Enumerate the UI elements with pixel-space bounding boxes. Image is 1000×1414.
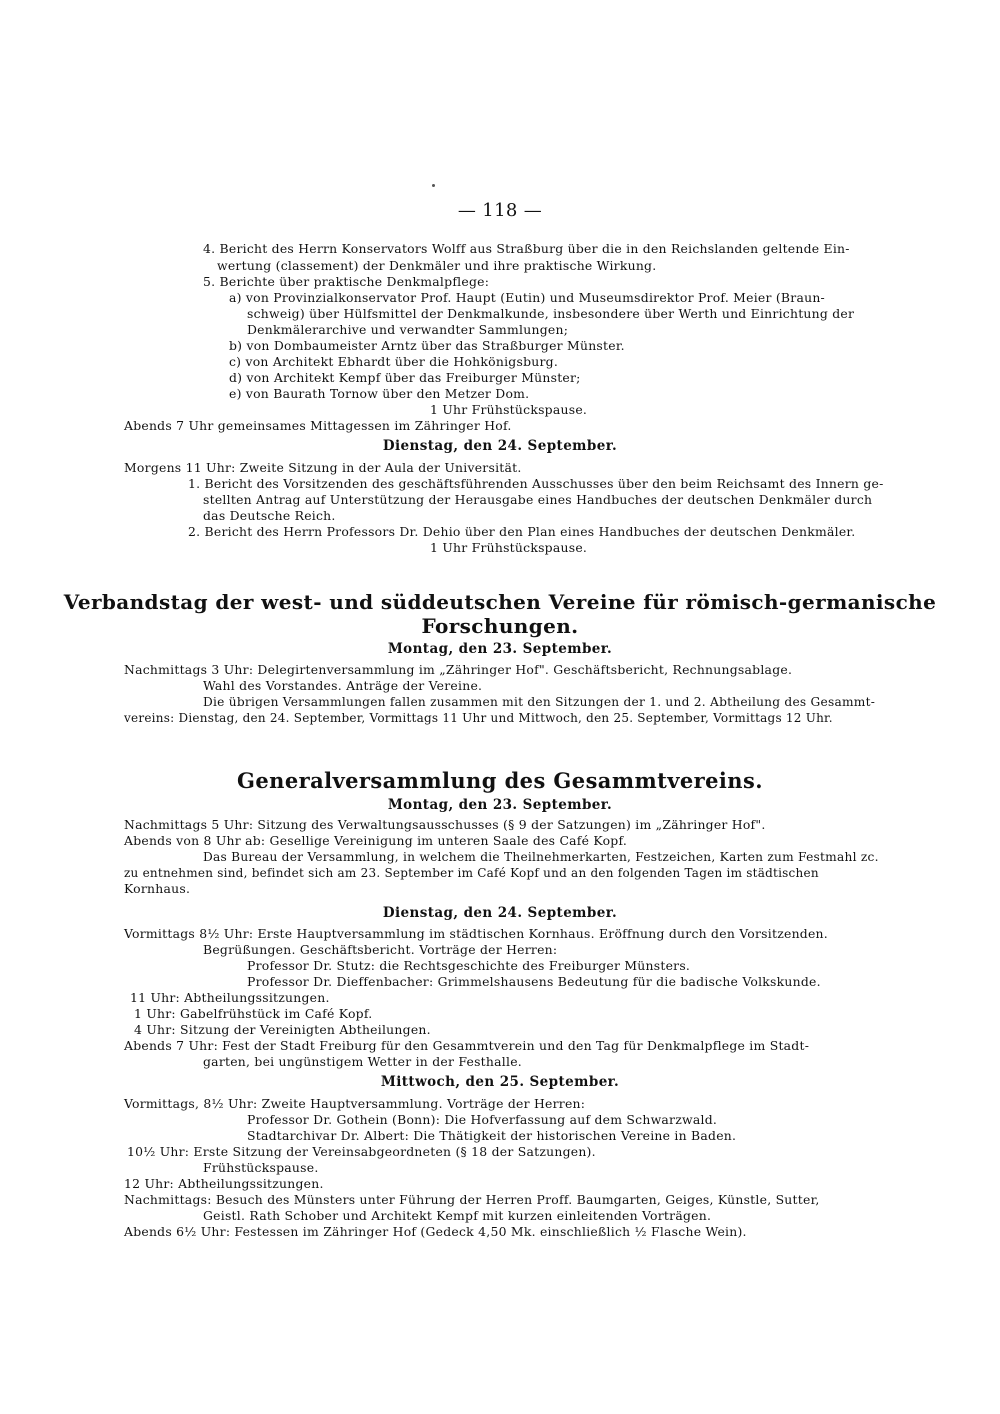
text-line: 10½ Uhr: Erste Sitzung der Vereinsabgeordneten (§ 18 der Satzungen). bbox=[127, 1144, 596, 1159]
text-line: Geistl. Rath Schober und Architekt Kempf mit kurzen einleitenden Vorträgen. bbox=[203, 1208, 712, 1223]
speck-mark bbox=[432, 184, 435, 187]
text-line: Vormittags, 8½ Uhr: Zweite Hauptversammlung. Vorträge der Herren: bbox=[124, 1096, 586, 1111]
text-line: e) von Baurath Tornow über den Metzer Dom. bbox=[229, 386, 530, 401]
text-line: Nachmittags 5 Uhr: Sitzung des Verwaltungsausschusses (§ 9 der Satzungen) im „Zähringer Hof". bbox=[124, 817, 766, 832]
text-line: Wahl des Vorstandes. Anträge der Vereine. bbox=[203, 678, 483, 693]
page-number: — 118 — bbox=[457, 200, 543, 221]
day-heading: Dienstag, den 24. September. bbox=[382, 905, 618, 921]
text-line: 1 Uhr Frühstückspause. bbox=[430, 402, 588, 417]
text-line: 4 Uhr: Sitzung der Vereinigten Abtheilungen. bbox=[134, 1022, 431, 1037]
text-line: zu entnehmen sind, befindet sich am 23. September im Café Kopf und an den folgenden Tagen im städtischen bbox=[124, 866, 819, 880]
text-line: vereins: Dienstag, den 24. September, Vormittags 11 Uhr und Mittwoch, den 25. September, Vormittags 12 Uhr. bbox=[124, 711, 833, 725]
text-line: wertung (classement) der Denkmäler und ihre praktische Wirkung. bbox=[217, 258, 657, 273]
day-heading: Montag, den 23. September. bbox=[387, 797, 613, 813]
text-line: Abends 7 Uhr gemeinsames Mittagessen im Zähringer Hof. bbox=[124, 418, 512, 433]
text-line: Abends 6½ Uhr: Festessen im Zähringer Hof (Gedeck 4,50 Mk. einschließlich ½ Flasche Wein). bbox=[124, 1224, 747, 1239]
section-heading: Generalversammlung des Gesammtvereins. bbox=[237, 768, 763, 793]
text-line: Professor Dr. Stutz: die Rechtsgeschichte des Freiburger Münsters. bbox=[247, 958, 691, 973]
text-line: Morgens 11 Uhr: Zweite Sitzung in der Aula der Universität. bbox=[124, 460, 522, 475]
text-line: 2. Bericht des Herrn Professors Dr. Dehio über den Plan eines Handbuches der deutschen Denkmäler. bbox=[188, 524, 856, 539]
text-line: Nachmittags: Besuch des Münsters unter Führung der Herren Proff. Baumgarten, Geiges, Künstle, Sutter, bbox=[124, 1192, 820, 1207]
text-line: 11 Uhr: Abtheilungssitzungen. bbox=[130, 990, 330, 1005]
text-line: Denkmälerarchive und verwandter Sammlungen; bbox=[247, 322, 569, 337]
section-heading: Verbandstag der west- und süddeutschen Vereine für römisch-germanische bbox=[63, 590, 937, 614]
text-line: Frühstückspause. bbox=[203, 1160, 319, 1175]
text-line: Abends von 8 Uhr ab: Gesellige Vereinigung im unteren Saale des Café Kopf. bbox=[124, 833, 628, 848]
text-line: stellten Antrag auf Unterstützung der Herausgabe eines Handbuches der deutschen Denkmäler durch bbox=[203, 492, 873, 507]
text-line: 1 Uhr Frühstückspause. bbox=[430, 540, 588, 555]
text-line: Professor Dr. Gothein (Bonn): Die Hofverfassung auf dem Schwarzwald. bbox=[247, 1112, 718, 1127]
text-line: b) von Dombaumeister Arntz über das Straßburger Münster. bbox=[229, 338, 625, 353]
text-line: Vormittags 8½ Uhr: Erste Hauptversammlung im städtischen Kornhaus. Eröffnung durch den Vorsitzenden. bbox=[124, 926, 828, 941]
text-line: 5. Berichte über praktische Denkmalpflege: bbox=[203, 274, 490, 289]
text-line: Abends 7 Uhr: Fest der Stadt Freiburg für den Gesammtverein und den Tag für Denkmalpflege im Stadt- bbox=[124, 1038, 810, 1053]
text-line: Begrüßungen. Geschäftsbericht. Vorträge der Herren: bbox=[203, 942, 558, 957]
text-line: Die übrigen Versammlungen fallen zusammen mit den Sitzungen der 1. und 2. Abtheilung des Gesammt- bbox=[203, 695, 876, 709]
text-line: schweig) über Hülfsmittel der Denkmalkunde, insbesondere über Werth und Einrichtung der bbox=[247, 306, 855, 321]
text-line: 4. Bericht des Herrn Konservators Wolff aus Straßburg über die in den Reichslanden geltende Ein- bbox=[203, 241, 850, 256]
text-line: Professor Dr. Dieffenbacher: Grimmelshausens Bedeutung für die badische Volkskunde. bbox=[247, 974, 821, 989]
day-heading: Dienstag, den 24. September. bbox=[382, 438, 618, 454]
text-line: das Deutsche Reich. bbox=[203, 508, 336, 523]
text-line: garten, bei ungünstigem Wetter in der Festhalle. bbox=[203, 1054, 522, 1069]
text-line: 1 Uhr: Gabelfrühstück im Café Kopf. bbox=[134, 1006, 373, 1021]
text-line: Nachmittags 3 Uhr: Delegirtenversammlung im „Zähringer Hof". Geschäftsbericht, Rechnungsablage. bbox=[124, 662, 793, 677]
day-heading: Mittwoch, den 25. September. bbox=[380, 1074, 620, 1090]
text-line: 1. Bericht des Vorsitzenden des geschäftsführenden Ausschusses über den beim Reichsamt des Innern ge- bbox=[188, 476, 884, 491]
text-line: c) von Architekt Ebhardt über die Hohkönigsburg. bbox=[229, 354, 559, 369]
text-line: a) von Provinzialkonservator Prof. Haupt (Eutin) und Museumsdirektor Prof. Meier (Braun- bbox=[229, 290, 825, 305]
text-line: Das Bureau der Versammlung, in welchem die Theilnehmerkarten, Festzeichen, Karten zum Festmahl zc. bbox=[203, 850, 879, 864]
section-heading-continuation: Forschungen. bbox=[421, 614, 579, 638]
text-line: d) von Architekt Kempf über das Freiburger Münster; bbox=[229, 370, 581, 385]
day-heading: Montag, den 23. September. bbox=[387, 641, 613, 657]
text-line: Kornhaus. bbox=[124, 881, 191, 896]
text-line: Stadtarchivar Dr. Albert: Die Thätigkeit der historischen Vereine in Baden. bbox=[247, 1128, 737, 1143]
text-line: 12 Uhr: Abtheilungssitzungen. bbox=[124, 1176, 324, 1191]
